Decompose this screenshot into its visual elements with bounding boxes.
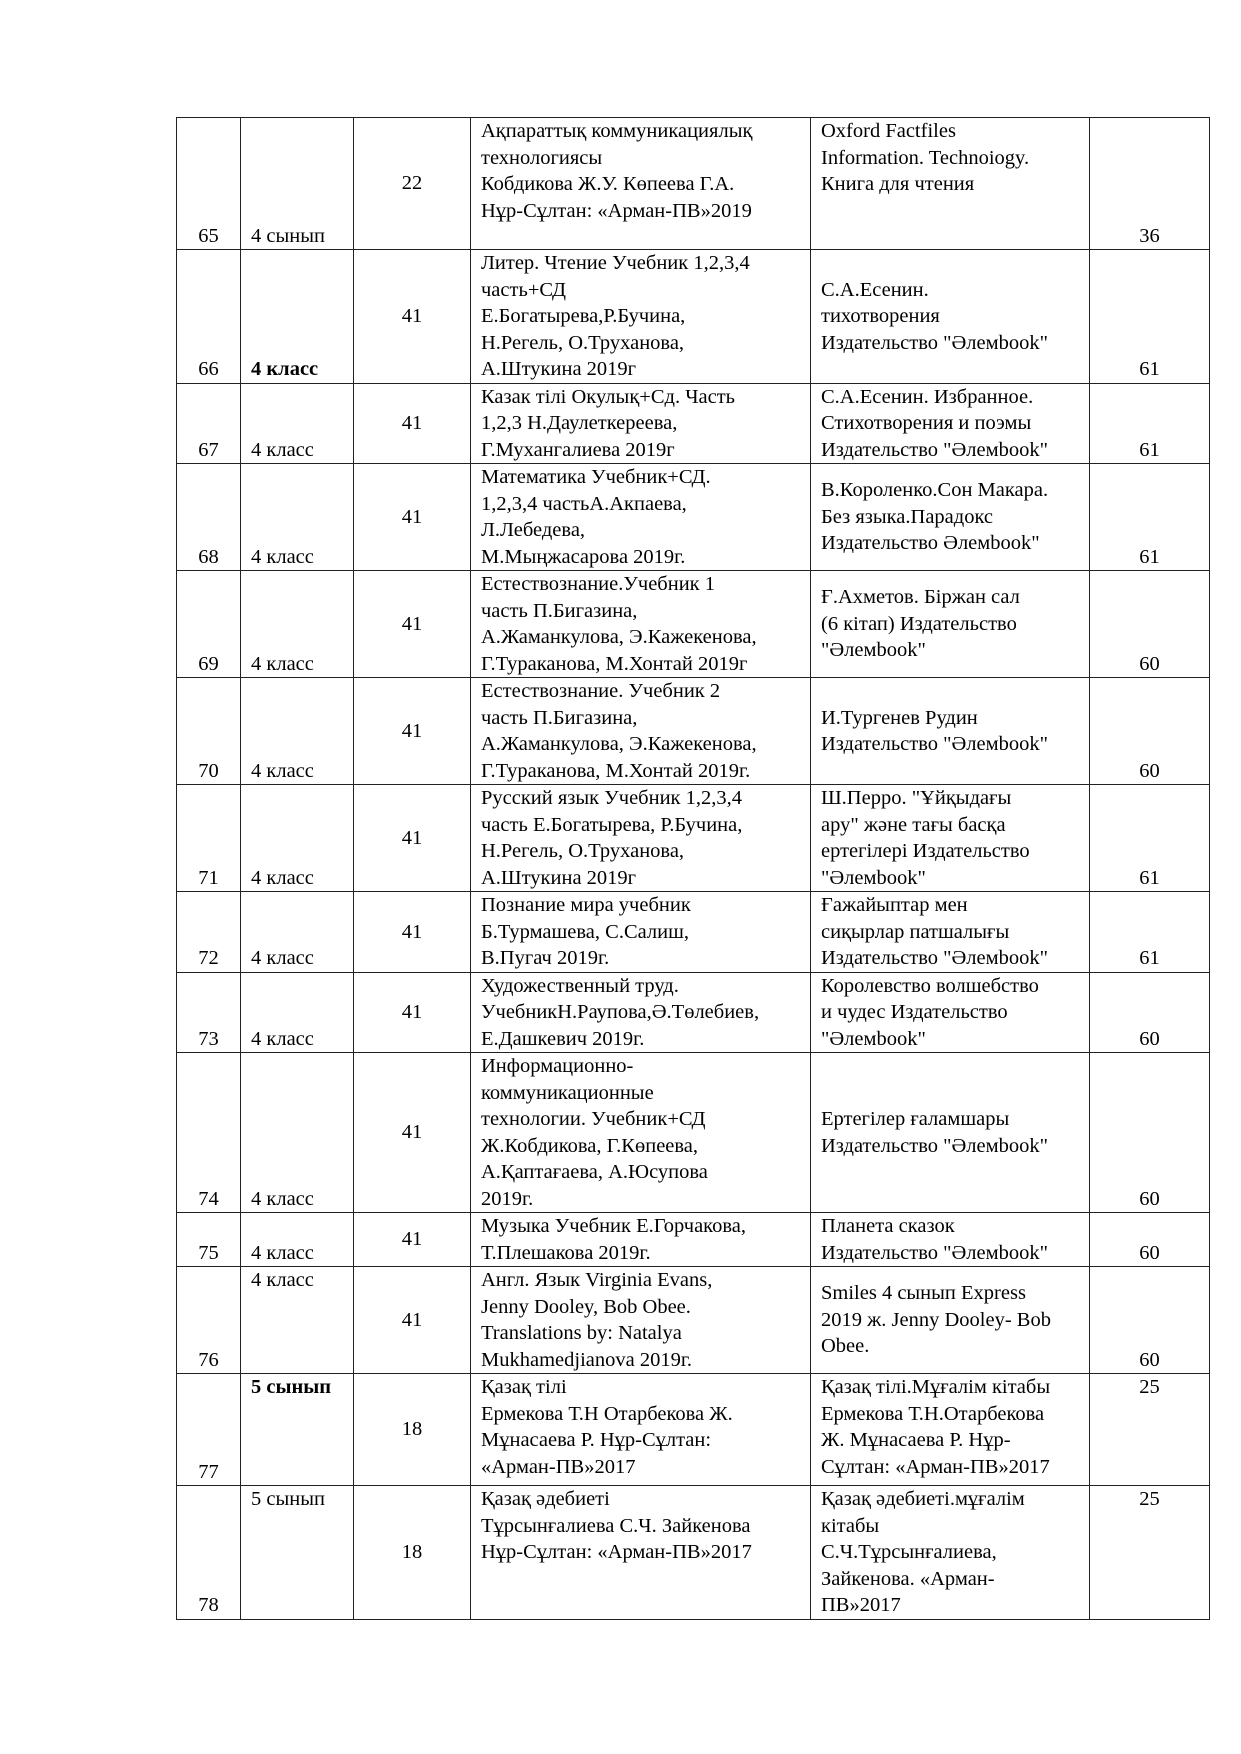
copies-cell: 60 [1090, 678, 1210, 785]
student-count-cell: 41 [354, 1213, 471, 1267]
grade-cell: 4 класс [241, 383, 354, 464]
grade-cell: 4 класс [241, 678, 354, 785]
supplementary-book-cell: В.Короленко.Сон Макара. Без языка.Парадокс Издательство Әлемbook" [811, 464, 1090, 571]
table-row [177, 250, 1210, 384]
student-count-cell: 41 [354, 464, 471, 571]
copies-cell: 61 [1090, 250, 1210, 384]
supplementary-book-cell: Smiles 4 сынып Express 2019 ж. Jenny Dooley- Bob Obee. [811, 1267, 1090, 1374]
textbook-cell: Математика Учебник+СД. 1,2,3,4 частьА.Акпаева, Л.Лебедева, М.Мыңжасарова 2019г. [471, 464, 811, 571]
supplementary-book-cell: С.А.Есенин. Избранное. Стихотворения и поэмы Издательство "Әлемbook" [811, 383, 1090, 464]
table-row [177, 118, 1210, 250]
grade-cell: 4 класс [241, 972, 354, 1053]
student-count-cell: 41 [354, 678, 471, 785]
student-count-cell: 41 [354, 1053, 471, 1213]
grade-cell: 5 сынып [241, 1374, 354, 1486]
copies-cell: 60 [1090, 1267, 1210, 1374]
textbook-cell: Қазақ әдебиеті Тұрсынғалиева С.Ч. Зайкенова Нұр-Сұлтан: «Арман-ПВ»2017 [471, 1486, 811, 1620]
grade-cell: 4 класс [241, 785, 354, 892]
table-row [177, 678, 1210, 785]
supplementary-book-cell: Ғ.Ахметов. Біржан сал (6 кітап) Издательство "Әлемbook" [811, 571, 1090, 678]
textbook-cell: Литер. Чтение Учебник 1,2,3,4 часть+СД Е.Богатырева,Р.Бучина, Н.Регель, О.Труханова, А.Штукина 2019г [471, 250, 811, 384]
copies-cell: 60 [1090, 1213, 1210, 1267]
grade-cell: 4 класс [241, 1053, 354, 1213]
student-count-cell: 41 [354, 571, 471, 678]
supplementary-book-cell: Ертегілер ғаламшары Издательство "Әлемbook" [811, 1053, 1090, 1213]
table-row [177, 464, 1210, 571]
grade-cell: 4 класс [241, 1213, 354, 1267]
copies-cell: 61 [1090, 892, 1210, 973]
row-number: 70 [177, 678, 241, 785]
supplementary-book-cell: И.Тургенев Рудин Издательство "Әлемbook" [811, 678, 1090, 785]
copies-cell: 60 [1090, 571, 1210, 678]
copies-cell: 61 [1090, 383, 1210, 464]
grade-cell: 4 класс [241, 1267, 354, 1374]
student-count-cell: 41 [354, 785, 471, 892]
supplementary-book-cell: Oxford Factfiles Information. Technoiogy. Книга для чтения [811, 118, 1090, 250]
table-row [177, 383, 1210, 464]
row-number: 71 [177, 785, 241, 892]
grade-cell: 4 класс [241, 250, 354, 384]
table-row [177, 571, 1210, 678]
student-count-cell: 18 [354, 1486, 471, 1620]
supplementary-book-cell: С.А.Есенин. тихотворения Издательство "Әлемbook" [811, 250, 1090, 384]
row-number: 73 [177, 972, 241, 1053]
supplementary-book-cell: Қазақ тілі.Мұғалім кітабы Ермекова Т.Н.Отарбекова Ж. Мұнасаева Р. Нұр- Сұлтан: «Арман-ПВ»2017 [811, 1374, 1090, 1486]
table-row [177, 1486, 1210, 1620]
textbook-cell: Естествознание. Учебник 2 часть П.Бигазина, А.Жаманкулова, Э.Кажекенова, Г.Тураканова, М.Хонтай 2019г. [471, 678, 811, 785]
row-number: 77 [177, 1374, 241, 1486]
supplementary-book-cell: Ғажайыптар мен сиқырлар патшалығы Издательство "Әлемbook" [811, 892, 1090, 973]
copies-cell: 61 [1090, 785, 1210, 892]
supplementary-book-cell: Қазақ әдебиеті.мұғалім кітабы С.Ч.Тұрсынғалиева, Зайкенова. «Арман- ПВ»2017 [811, 1486, 1090, 1620]
textbook-cell: Қазақ тілі Ермекова Т.Н Отарбекова Ж. Мұнасаева Р. Нұр-Сұлтан: «Арман-ПВ»2017 [471, 1374, 811, 1486]
grade-cell: 4 класс [241, 571, 354, 678]
copies-cell: 25 [1090, 1374, 1210, 1486]
textbook-cell: Познание мира учебник Б.Турмашева, С.Салиш, В.Пугач 2019г. [471, 892, 811, 973]
student-count-cell: 41 [354, 972, 471, 1053]
student-count-cell: 41 [354, 892, 471, 973]
row-number: 65 [177, 118, 241, 250]
copies-cell: 36 [1090, 118, 1210, 250]
student-count-cell: 22 [354, 118, 471, 250]
table-body [177, 118, 1210, 1620]
textbook-cell: Русский язык Учебник 1,2,3,4 часть Е.Богатырева, Р.Бучина, Н.Регель, О.Труханова, А.Штукина 2019г [471, 785, 811, 892]
row-number: 66 [177, 250, 241, 384]
table-row [177, 972, 1210, 1053]
copies-cell: 61 [1090, 464, 1210, 571]
student-count-cell: 18 [354, 1374, 471, 1486]
book-list-table [176, 117, 1210, 1620]
supplementary-book-cell: Ш.Перро. "Ұйқыдағы ару" және тағы басқа ертегілері Издательство "Әлемbook" [811, 785, 1090, 892]
grade-cell: 4 сынып [241, 118, 354, 250]
grade-cell: 4 класс [241, 892, 354, 973]
table-row [177, 1374, 1210, 1486]
student-count-cell: 41 [354, 1267, 471, 1374]
row-number: 78 [177, 1486, 241, 1620]
table-row [177, 892, 1210, 973]
row-number: 76 [177, 1267, 241, 1374]
copies-cell: 60 [1090, 1053, 1210, 1213]
table-row [177, 785, 1210, 892]
copies-cell: 25 [1090, 1486, 1210, 1620]
textbook-cell: Информационно- коммуникационные технологии. Учебник+СД Ж.Кобдикова, Г.Көпеева, А.Қаптағаева, А.Юсупова 2019г. [471, 1053, 811, 1213]
grade-cell: 4 класс [241, 464, 354, 571]
supplementary-book-cell: Планета сказок Издательство "Әлемbook" [811, 1213, 1090, 1267]
table-row [177, 1213, 1210, 1267]
table-row [177, 1267, 1210, 1374]
textbook-cell: Естествознание.Учебник 1 часть П.Бигазина, А.Жаманкулова, Э.Кажекенова, Г.Тураканова, М.Хонтай 2019г [471, 571, 811, 678]
supplementary-book-cell: Королевство волшебство и чудес Издательство "Әлемbook" [811, 972, 1090, 1053]
copies-cell: 60 [1090, 972, 1210, 1053]
textbook-cell: Музыка Учебник Е.Горчакова, Т.Плешакова 2019г. [471, 1213, 811, 1267]
student-count-cell: 41 [354, 250, 471, 384]
grade-cell: 5 сынып [241, 1486, 354, 1620]
textbook-cell: Англ. Язык Virginia Evans, Jenny Dooley, Bob Obee. Translations by: Natalya Mukhamedjianova 2019г. [471, 1267, 811, 1374]
row-number: 74 [177, 1053, 241, 1213]
row-number: 69 [177, 571, 241, 678]
row-number: 67 [177, 383, 241, 464]
textbook-cell: Художественный труд. УчебникН.Раупова,Ә.Төлебиев, Е.Дашкевич 2019г. [471, 972, 811, 1053]
row-number: 75 [177, 1213, 241, 1267]
row-number: 68 [177, 464, 241, 571]
row-number: 72 [177, 892, 241, 973]
textbook-cell: Казак тілі Окулық+Сд. Часть 1,2,3 Н.Даулеткереева, Г.Мухангалиева 2019г [471, 383, 811, 464]
table-row [177, 1053, 1210, 1213]
textbook-cell: Ақпараттық коммуникациялық технологиясы Кобдикова Ж.У. Көпеева Г.А. Нұр-Сұлтан: «Арман-ПВ»2019 [471, 118, 811, 250]
student-count-cell: 41 [354, 383, 471, 464]
